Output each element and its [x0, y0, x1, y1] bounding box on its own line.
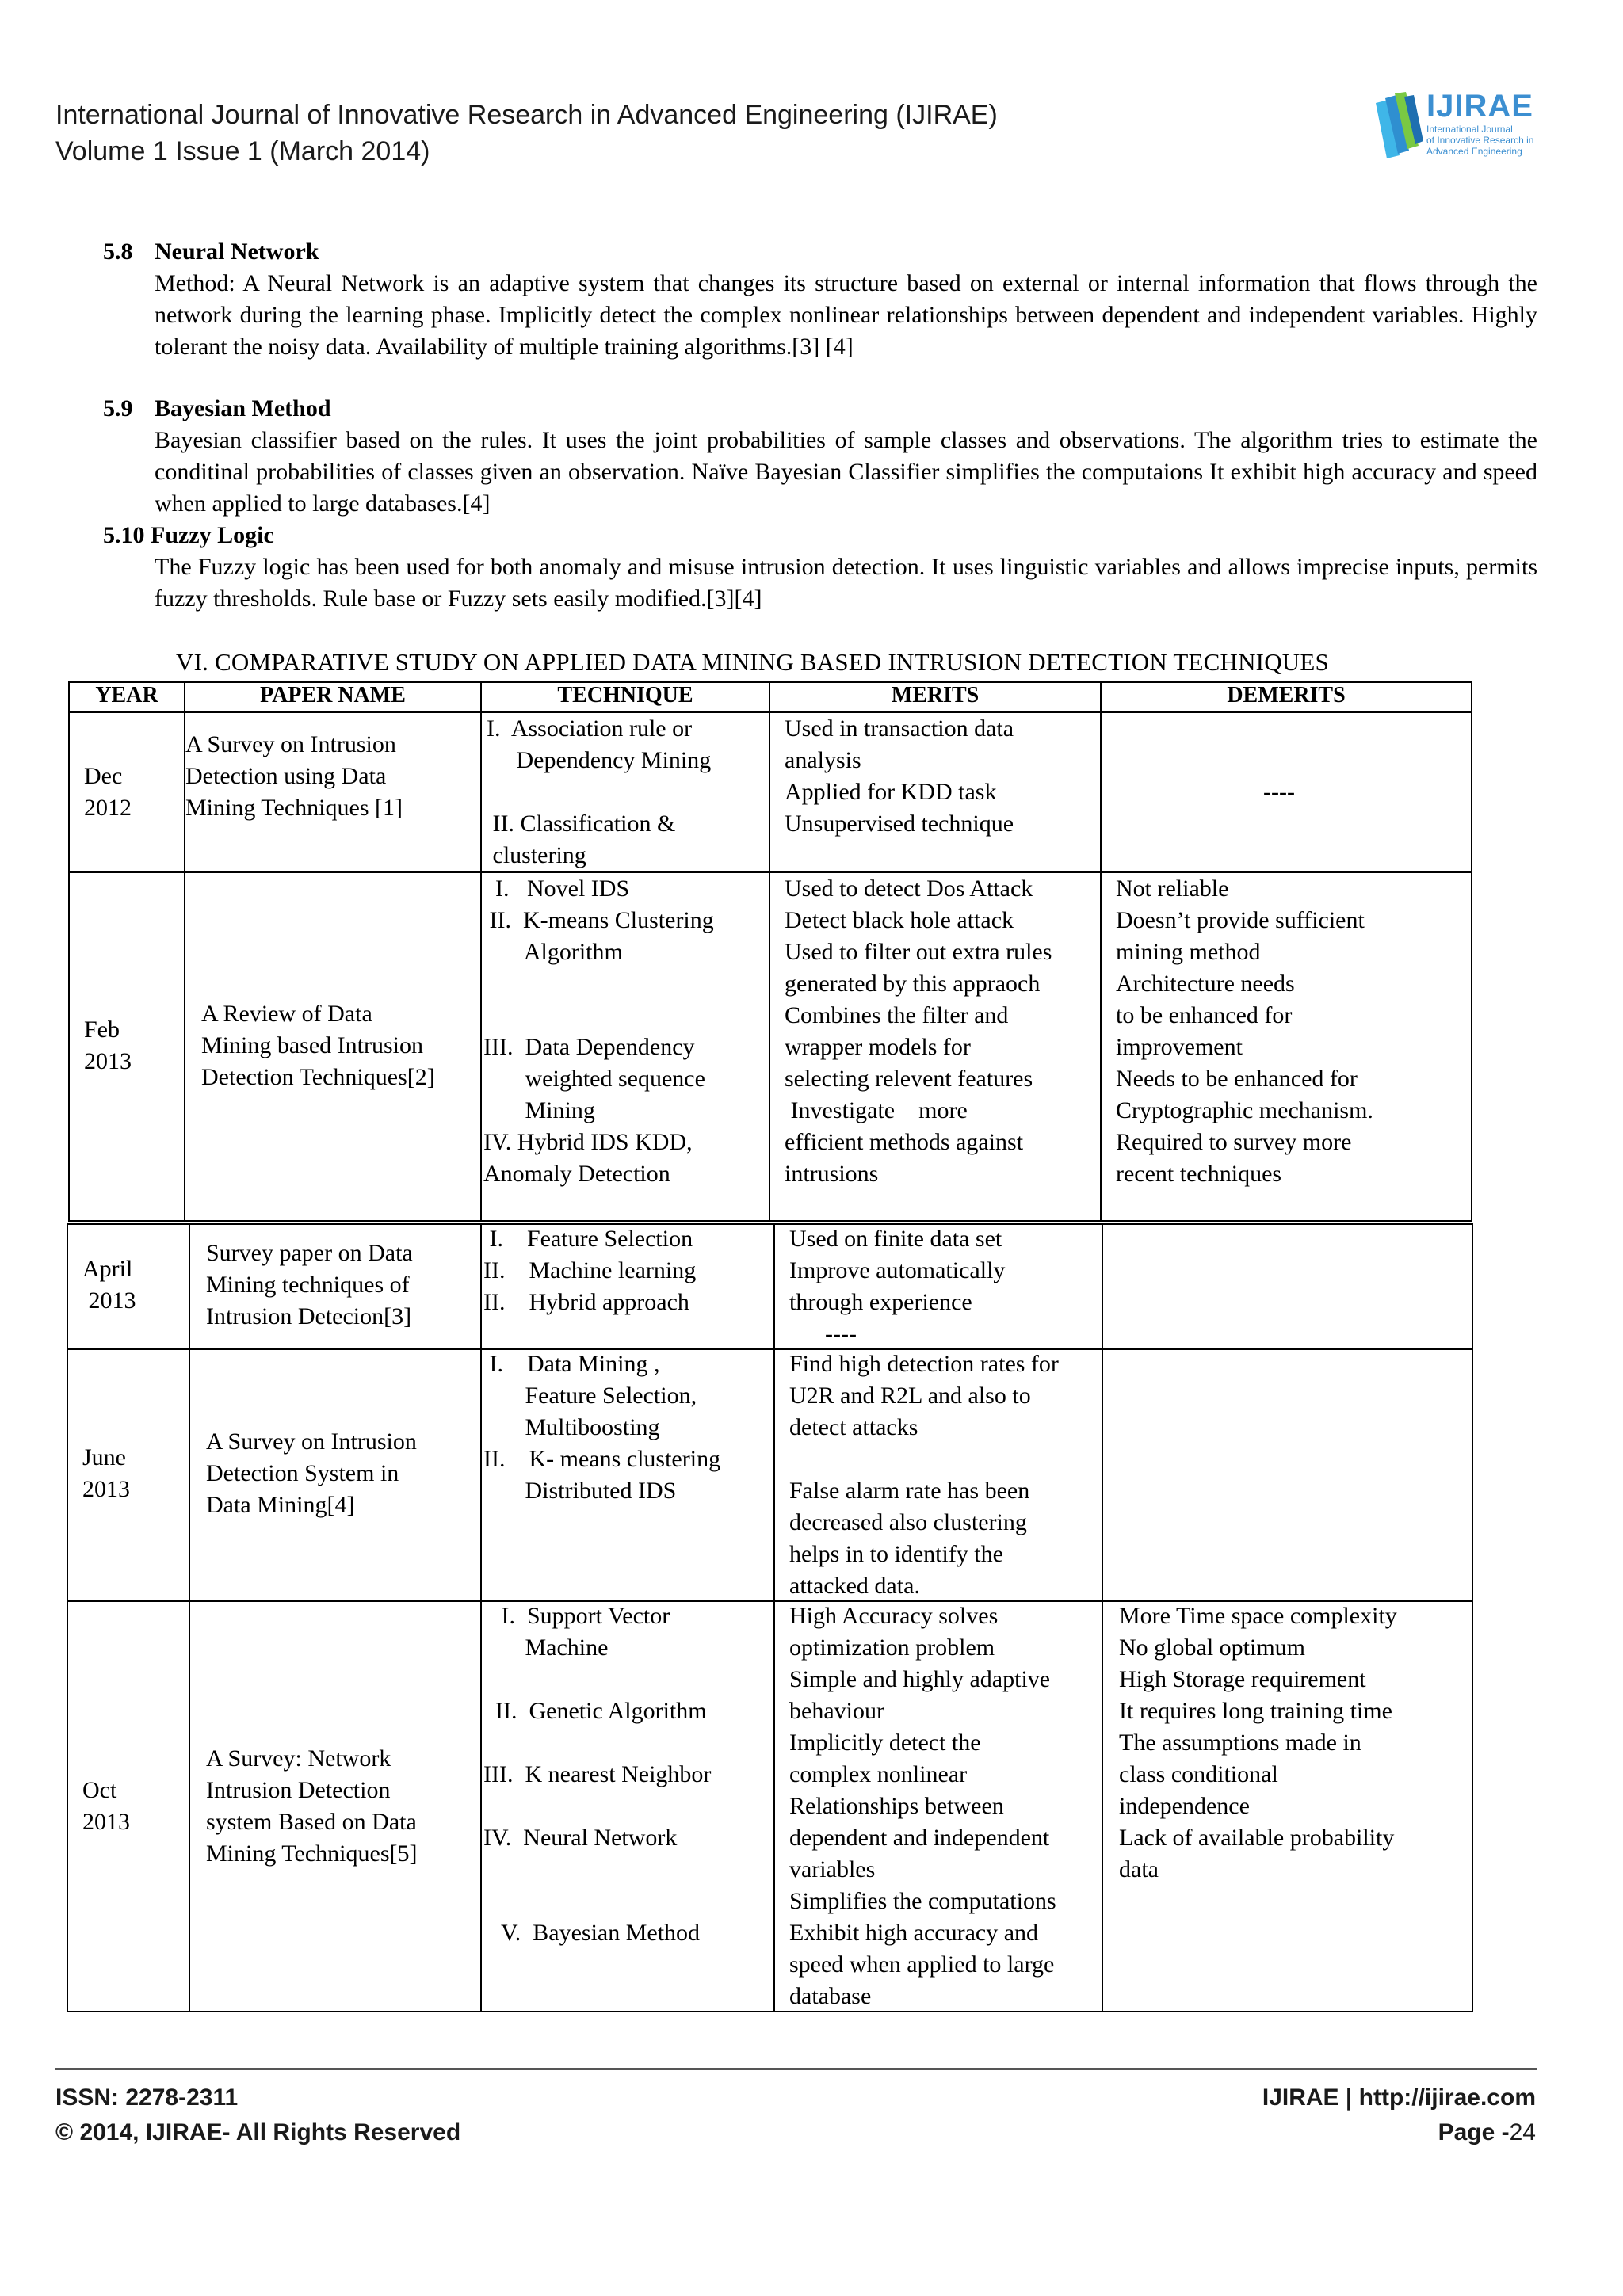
- logo-wordmark: IJIRAE: [1426, 89, 1533, 124]
- table-cell-paper: A Survey on Intrusion Detection using Data Mining Techniques [1]: [185, 731, 403, 821]
- table-cell-year: April 2013: [82, 1256, 136, 1314]
- table-rule: [189, 1223, 190, 2012]
- journal-volume: Volume 1 Issue 1 (March 2014): [55, 136, 430, 166]
- table-cell-technique: I. Novel IDS II. K-means Clustering Algorithm III. Data Dependency weighted sequence Mining IV. Hybrid IDS KDD, Anomaly Detection: [483, 875, 714, 1187]
- section-body-bayesian-method: Bayesian classifier based on the rules. It uses the joint probabilities of sample classes and observations. The algorithm tries to estimate the conditinal probabilities of classes given an observation. Naïve Bayesian Classifier simplifies the computaions It exhibit high accuracy and speed when applied to large databases.[4]: [155, 427, 1537, 517]
- section-title: Neural Network: [155, 238, 319, 265]
- table-cell-technique: I. Data Mining , Feature Selection, Multiboosting II. K- means clustering Distributed IDS: [483, 1351, 721, 1504]
- section-title: Bayesian Method: [155, 395, 331, 421]
- footer-page: [1438, 2115, 1536, 2150]
- column-header-demerits: DEMERITS: [1227, 683, 1346, 707]
- journal-header: [55, 97, 998, 170]
- table-cell-merits: High Accuracy solves optimization problem Simple and highly adaptive behaviour Implicitly detect the complex nonlinear Relationships between dependent and independent variables Simplifies the computations Exhibit high accuracy and speed when applied to large database: [789, 1603, 1056, 2009]
- table-cell-demerits: ----: [1263, 779, 1295, 805]
- table-cell-merits: Used on finite data set Improve automatically through experience ----: [789, 1226, 1006, 1347]
- table-rule: [1472, 1223, 1473, 2012]
- section-body-fuzzy-logic: The Fuzzy logic has been used for both anomaly and misuse intrusion detection. It uses linguistic variables and allows imprecise inputs, permits fuzzy thresholds. Rule base or Fuzzy sets easily modified.[3][4]: [155, 554, 1537, 612]
- table-cell-year: June 2013: [82, 1444, 130, 1502]
- page-label: Page -: [1438, 2119, 1510, 2145]
- table-cell-year: Oct 2013: [82, 1777, 130, 1835]
- footer-divider: [55, 2068, 1537, 2070]
- journal-title: International Journal of Innovative Research in Advanced Engineering (IJIRAE): [55, 100, 998, 130]
- table-cell-paper: Survey paper on Data Mining techniques of Intrusion Detecion[3]: [206, 1240, 413, 1329]
- table-cell-technique: I. Feature Selection II. Machine learning II. Hybrid approach: [483, 1226, 697, 1315]
- table-cell-paper: A Review of Data Mining based Intrusion Detection Techniques[2]: [201, 1001, 435, 1090]
- table-cell-technique: I. Association rule or Dependency Mining II. Classification & clustering: [487, 715, 712, 868]
- table-rule: [1102, 1223, 1103, 2012]
- section-number: 5.8: [103, 238, 133, 265]
- logo-subtitle-2: of Innovative Research in: [1426, 135, 1534, 146]
- table-cell-technique: I. Support Vector Machine II. Genetic Algorithm III. K nearest Neighbor IV. Neural Network V. Bayesian Method: [483, 1603, 712, 1946]
- table-rule: [67, 1223, 1473, 1225]
- footer-site: [1262, 2081, 1536, 2115]
- table-rule: [67, 1223, 68, 2012]
- table-rule: [769, 681, 770, 1222]
- table-cell-merits: Find high detection rates for U2R and R2L and also to detect attacks False alarm rate has been decreased also clustering helps in to identify the attacked data.: [789, 1351, 1059, 1599]
- section-number: 5.9: [103, 395, 133, 421]
- footer-issn: ISSN: 2278-2311: [55, 2084, 239, 2111]
- table-rule: [480, 681, 482, 1222]
- table-rule: [1471, 681, 1472, 1222]
- column-header-technique: TECHNIQUE: [557, 683, 693, 707]
- section-title: 5.10 Fuzzy Logic: [103, 522, 274, 548]
- logo-subtitle-1: International Journal: [1426, 124, 1513, 135]
- table-cell-paper: A Survey on Intrusion Detection System in Data Mining[4]: [206, 1428, 417, 1518]
- table-cell-merits: Used to detect Dos Attack Detect black hole attack Used to filter out extra rules generated by this appraoch Combines the filter and wrapper models for selecting relevent features Investigate more efficient methods against intrusions: [785, 875, 1052, 1187]
- table-cell-year: Feb 2013: [84, 1016, 132, 1074]
- table-cell-year: Dec 2012: [84, 763, 132, 821]
- table-cell-demerits: Not reliable Doesn’t provide sufficient mining method Architecture needs to be enhanced for improvement Needs to be enhanced for Cryptographic mechanism. Required to survey more recent techniques: [1116, 875, 1373, 1187]
- logo-subtitle-3: Advanced Engineering: [1426, 146, 1522, 157]
- table-rule: [68, 711, 1472, 713]
- ijirae-logo: [1371, 89, 1541, 165]
- footer-copyright: © 2014, IJIRAE- All Rights Reserved: [55, 2119, 461, 2145]
- column-header-year: YEAR: [95, 683, 158, 707]
- table-rule: [67, 2011, 1473, 2012]
- table-caption: VI. COMPARATIVE STUDY ON APPLIED DATA MINING BASED INTRUSION DETECTION TECHNIQUES: [176, 648, 1329, 676]
- table-cell-paper: A Survey: Network Intrusion Detection system Based on Data Mining Techniques[5]: [206, 1745, 418, 1867]
- table-cell-merits: Used in transaction data analysis Applied for KDD task Unsupervised technique: [785, 715, 1014, 837]
- table-rule: [68, 681, 70, 1222]
- table-rule: [67, 1348, 1473, 1350]
- logo-book-icon: [1371, 89, 1426, 165]
- page-number: 24: [1509, 2119, 1536, 2145]
- footer-site-link[interactable]: IJIRAE | http://ijirae.com: [1262, 2084, 1536, 2111]
- table-rule: [68, 1220, 1472, 1222]
- section-body-neural-network: Method: A Neural Network is an adaptive system that changes its structure based on external or internal information that flows through the network during the learning phase. Implicitly detect the complex nonlinear relationships between dependent and independent variables. Highly tolerant the noisy data. Availability of multiple training algorithms.[3] [4]: [155, 270, 1537, 360]
- column-header-paper-name: PAPER NAME: [260, 683, 406, 707]
- table-rule: [773, 1223, 775, 2012]
- table-cell-demerits: More Time space complexity No global optimum High Storage requirement It requires long training time The assumptions made in class conditional independence Lack of available probability data: [1119, 1603, 1397, 1882]
- column-header-merits: MERITS: [891, 683, 980, 707]
- table-rule: [480, 1223, 482, 2012]
- table-rule: [1100, 681, 1102, 1222]
